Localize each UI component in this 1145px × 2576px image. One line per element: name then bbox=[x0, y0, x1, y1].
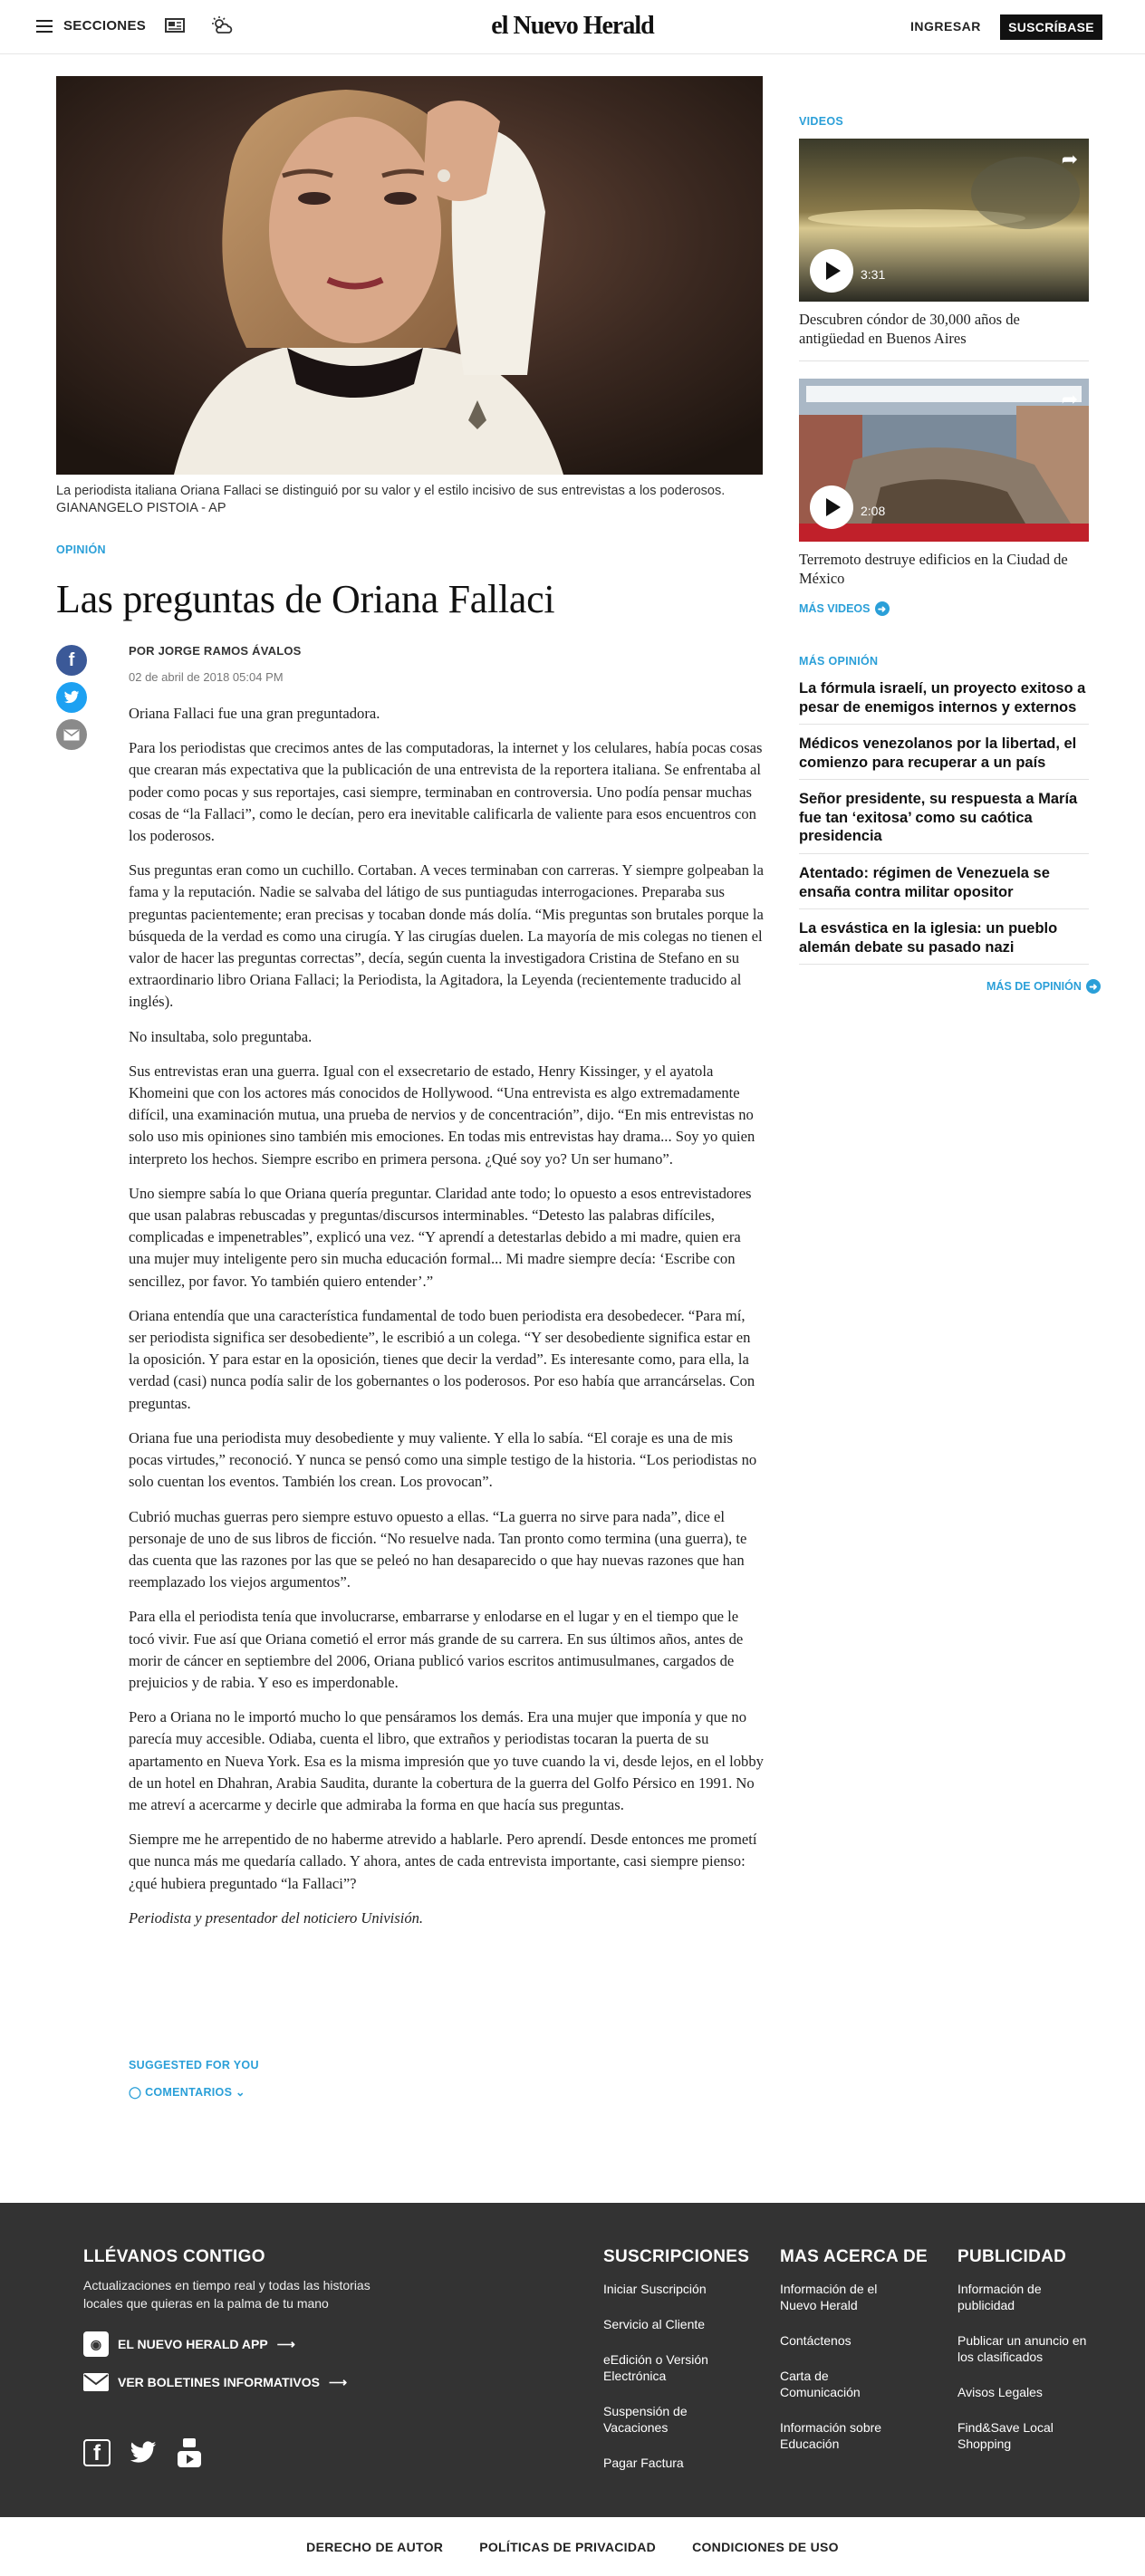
video-title[interactable]: Terremoto destruye edificios en la Ciudad de México bbox=[799, 551, 1068, 587]
paragraph: Para los periodistas que crecimos antes de las computadoras, la internet y los celulares, había pocas cosas que crearan más expectativa que la publicación de una entrevista de la reportera italiana. Se enfrentaba al poder como pocas y sus reportajes, casi siempre, terminaban en controversia. Uno podía pensar muchas cosas de “la Fallaci”, como le decían, pero era inevitable calificarla de valiente para esos encuentros con los poderosos. bbox=[129, 739, 763, 845]
envelope-icon bbox=[83, 2373, 109, 2391]
footer-take-title: LLÉVANOS CONTIGO bbox=[83, 2247, 265, 2266]
more-opinion-link[interactable] bbox=[986, 979, 1101, 994]
footer-link[interactable]: Contáctenos bbox=[780, 2333, 852, 2348]
more-videos-link[interactable] bbox=[799, 601, 890, 616]
twitter-share-button[interactable] bbox=[56, 682, 87, 713]
opinion-headline[interactable]: Médicos venezolanos por la libertad, el comienzo para recuperar a un país bbox=[799, 735, 1077, 771]
facebook-share-button[interactable] bbox=[56, 645, 87, 676]
share-icon[interactable]: ➦ bbox=[1061, 388, 1078, 410]
site-footer bbox=[0, 2203, 1145, 2517]
video-title[interactable]: Descubren cóndor de 30,000 años de antigüedad en Buenos Aires bbox=[799, 311, 1020, 347]
paragraph: Para ella el periodista tenía que involucrarse, embarrarse y enlodarse en el lugar y en el tiempo que le tocó vivir. Fue así que Oriana cometió el error más grande de su carrera. En sus últimos años, antes de morir de cáncer en septiembre del 2006, Oriana publicó varios escritos antimusulmanes, cargados de prejuicios y de rabia. Y eso es imperdonable. bbox=[129, 1608, 744, 1691]
videos-label: VIDEOS bbox=[799, 115, 844, 128]
paragraph: Siempre me he arrepentido de no haberme atrevido a hablarle. Pero aprendí. Desde entonces me prometí que nunca más me quedaría callado. Y ahora, antes de cada entrevista importante, casi siempre pienso: ¿qué hubiera preguntado “la Fallaci”? bbox=[129, 1831, 757, 1892]
paragraph: Oriana Fallaci fue una gran preguntadora. bbox=[129, 705, 380, 722]
paragraph: No insultaba, solo preguntaba. bbox=[129, 1027, 313, 1045]
publish-date: 02 de abril de 2018 05:04 PM bbox=[129, 670, 284, 684]
photo-caption bbox=[56, 483, 763, 517]
video-duration: 2:08 bbox=[861, 504, 886, 518]
footer-take-text: Actualizaciones en tiempo real y todas las historias locales que quieras en la palma de tu mano bbox=[83, 2278, 370, 2311]
footer-col-title: PUBLICIDAD bbox=[957, 2247, 1067, 2266]
site-logo[interactable]: el Nuevo Herald bbox=[491, 12, 654, 40]
photo-credit: GIANANGELO PISTOIA - AP bbox=[56, 501, 226, 515]
play-icon[interactable] bbox=[810, 485, 853, 529]
subscribe-button[interactable]: SUSCRÍBASE bbox=[1000, 14, 1102, 40]
newsletters-link[interactable] bbox=[83, 2373, 347, 2391]
chevron-down-icon: ⌄ bbox=[235, 2086, 245, 2099]
arrow-right-icon: ➜ bbox=[1086, 979, 1101, 994]
copyright-link[interactable]: DERECHO DE AUTOR bbox=[306, 2539, 444, 2554]
video-duration: 3:31 bbox=[861, 267, 886, 282]
twitter-icon bbox=[63, 690, 80, 705]
privacy-link[interactable]: POLÍTICAS DE PRIVACIDAD bbox=[479, 2539, 657, 2554]
email-icon bbox=[63, 729, 80, 741]
footer-link[interactable]: Pagar Factura bbox=[603, 2456, 684, 2470]
opinion-headline[interactable]: La fórmula israelí, un proyecto exitoso a pesar de enemigos internos y externos bbox=[799, 680, 1086, 716]
divider bbox=[799, 779, 1089, 780]
site-header bbox=[0, 0, 1145, 54]
video-thumbnail[interactable] bbox=[799, 379, 1089, 542]
share-icon[interactable]: ➦ bbox=[1061, 148, 1078, 170]
login-link[interactable]: INGRESAR bbox=[910, 19, 981, 34]
comments-label: COMENTARIOS bbox=[145, 2086, 233, 2099]
paragraph: Pero a Oriana no le importó mucho lo que pensáramos los demás. Era una mujer que imponía y que no parecía muy accesible. Odiaba, cuenta el libro, que extraños y periodistas tocaran la puerta de su apartamento en Nueva York. Esa es la misma impresión que yo tuve cuando la vi, desde lejos, en el lobby de un hotel en Dhahran, Arabia Saudita, durante la cobertura de la guerra del Golfo Pérsico en 1991. No me atreví a acercarme y decirle que admiraba la forma en que hacía sus preguntas. bbox=[129, 1708, 764, 1813]
more-videos-label: MÁS VIDEOS bbox=[799, 602, 871, 615]
footer-col-title: MAS ACERCA DE bbox=[780, 2247, 928, 2266]
terms-link[interactable]: CONDICIONES DE USO bbox=[692, 2539, 839, 2554]
paragraph: Uno siempre sabía lo que Oriana quería preguntar. Claridad ante todo; lo opuesto a esos entrevistadores que usan palabras rebuscadas y preguntas/discursos interminables. “Detesto las palabras difíciles, complicadas e impenetrables”, explicó una vez. “Y aprendí a detestarlas debido a mi madre, quien era una mujer muy inteligente pero sin mucha educación formal... Mi madre siempre decía: ‘Escribe con sencillez, por favor. Yo también quiero entender’.” bbox=[129, 1184, 752, 1290]
section-label[interactable]: OPINIÓN bbox=[56, 543, 106, 556]
video-thumbnail[interactable] bbox=[799, 139, 1089, 302]
footer-link[interactable]: Iniciar Suscripción bbox=[603, 2282, 707, 2296]
divider bbox=[799, 360, 1089, 361]
byline[interactable]: POR JORGE RAMOS ÁVALOS bbox=[129, 644, 302, 658]
twitter-icon[interactable] bbox=[129, 2441, 158, 2465]
paragraph: Oriana entendía que una característica fundamental de todo buen periodista era desobedecer. “Para mí, ser periodista significa ser desobediente”, le escribió a un colega. “Y ser desobediente significa estar en la oposición. Y para estar en la oposición, tienes que decir la verdad”. Es interesante como, para ella, la verdad (casi) nunca podía salir de los gobernantes o los poderosos. Por eso había que arrancárselas. Con preguntas. bbox=[129, 1306, 755, 1412]
footer-link[interactable]: Find&Save Local Shopping bbox=[957, 2420, 1054, 2451]
paragraph: Cubrió muchas guerras pero siempre estuvo opuesto a ellas. “La guerra no sirve para nada”, dice el personaje de uno de sus libros de ficción. “No resuelve nada. Tan pronto como termina (una guerra), te das cuenta que las razones por las que se peleó no han desaparecido o que hay nuevas razones que han reemplazado los viejos argumentos”. bbox=[129, 1507, 747, 1591]
opinion-headline[interactable]: Atentado: régimen de Venezuela se ensaña contra militar opositor bbox=[799, 865, 1050, 900]
arrow-right-icon: ➜ bbox=[875, 601, 890, 616]
divider bbox=[799, 964, 1089, 965]
author-signature: Periodista y presentador del noticiero Univisión. bbox=[129, 1908, 424, 1927]
opinion-headline[interactable]: Señor presidente, su respuesta a María fue tan ‘exitosa’ como su caótica presidencia bbox=[799, 791, 1078, 844]
footer-col-title: SUSCRIPCIONES bbox=[603, 2247, 750, 2266]
facebook-icon: f bbox=[68, 649, 75, 670]
arrow-right-icon: ⟶ bbox=[328, 2374, 348, 2389]
paragraph: Sus entrevistas eran una guerra. Igual con el exsecretario de estado, Henry Kissinger, y el ayatola Khomeini que con los actores más conocidos de Hollywood. “Una entrevista es algo extremadamente difícil, una examinación mutua, una prueba de nervios y de concentración”, dijo. “En mis entrevistas no solo uso mis opiniones sino también mis emociones. En todas mis entrevistas hay drama... Soy yo quien interpreto los hechos. Siempre escribo en primera persona. ¿Qué soy yo? Un ser humano”. bbox=[129, 1062, 755, 1168]
article-body bbox=[129, 703, 765, 1942]
newsletters-label: VER BOLETINES INFORMATIVOS bbox=[118, 2375, 320, 2389]
sections-label: SECCIONES bbox=[63, 18, 147, 34]
article-title: Las preguntas de Oriana Fallaci bbox=[56, 577, 555, 621]
comment-bubble-icon: ◯ bbox=[129, 2086, 142, 2099]
footer-link[interactable]: Publicar un anuncio en los clasificados bbox=[957, 2333, 1087, 2364]
facebook-icon[interactable]: f bbox=[83, 2439, 111, 2466]
footer-link[interactable]: Avisos Legales bbox=[957, 2385, 1043, 2399]
email-share-button[interactable] bbox=[56, 719, 87, 750]
legal-links bbox=[0, 2517, 1145, 2576]
footer-link[interactable]: Información de publicidad bbox=[957, 2282, 1042, 2312]
comments-toggle[interactable] bbox=[129, 2085, 245, 2099]
suggested-for-you-link[interactable]: SUGGESTED FOR YOU bbox=[129, 2059, 259, 2071]
hero-photo bbox=[56, 76, 763, 475]
footer-link[interactable]: Suspensión de Vacaciones bbox=[603, 2404, 688, 2435]
divider bbox=[799, 724, 1089, 725]
opinion-headline[interactable]: La esvástica en la iglesia: un pueblo alemán debate su pasado nazi bbox=[799, 920, 1058, 956]
youtube-icon[interactable] bbox=[176, 2437, 203, 2469]
paragraph: Sus preguntas eran como un cuchillo. Cortaban. A veces terminaban con carreras. Y siempre golpeaban la fama y la reputación. Nadie se salvaba del látigo de sus puntiagudas interrogaciones. Preparaba sus preguntas pacientemente; eran precisas y tocaban donde más dolía. “Mis preguntas son brutales porque la búsqueda de la verdad es como una cirugía. Y las cirugías duelen. La mayoría de mis colegas no tienen el valor de hacer las preguntas correctas”, decía, según cuenta la investigadora Cristina de Stefano en su extraordinario libro Oriana Fallaci; la Periodista, la Agitadora, la Leyenda (recientemente traducido al inglés). bbox=[129, 861, 764, 1011]
divider bbox=[799, 853, 1089, 854]
divider bbox=[799, 908, 1089, 909]
paragraph: Oriana fue una periodista muy desobediente y muy valiente. Y ella lo sabía. “El coraje es una de mis pocas virtudes,” reconoció. Y nunca se pensó como una simple testigo de la historia. “Los periodistas no solo cuentan los eventos. También los crean. Los provocan”. bbox=[129, 1428, 757, 1491]
footer-link[interactable]: Información de el Nuevo Herald bbox=[780, 2282, 878, 2312]
app-label: EL NUEVO HERALD APP bbox=[118, 2337, 268, 2351]
caption-text: La periodista italiana Oriana Fallaci se distinguió por su valor y el estilo incisivo de sus entrevistas a los poderosos. bbox=[56, 484, 726, 498]
footer-link[interactable]: Información sobre Educación bbox=[780, 2420, 882, 2451]
footer-link[interactable]: eEdición o Versión Electrónica bbox=[603, 2352, 708, 2383]
footer-link[interactable]: Carta de Comunicación bbox=[780, 2369, 861, 2399]
play-icon[interactable] bbox=[810, 249, 853, 293]
app-link[interactable] bbox=[83, 2331, 295, 2357]
app-icon: ◉ bbox=[83, 2331, 109, 2357]
more-opinion-label: MÁS OPINIÓN bbox=[799, 655, 879, 668]
more-opinion-text: MÁS DE OPINIÓN bbox=[986, 980, 1082, 993]
social-links bbox=[83, 2437, 203, 2469]
footer-link[interactable]: Servicio al Cliente bbox=[603, 2317, 706, 2331]
arrow-right-icon: ⟶ bbox=[276, 2336, 295, 2351]
